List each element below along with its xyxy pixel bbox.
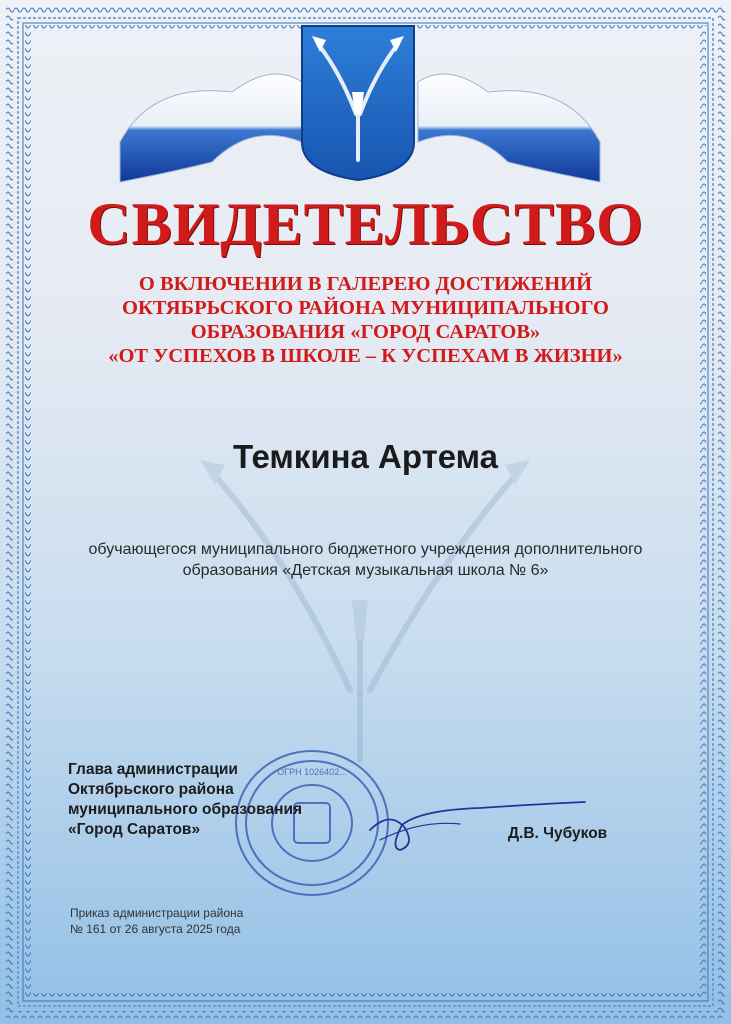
signer-name: Д.В. Чубуков <box>508 825 608 842</box>
signer-position-line: Октябрьского района <box>68 781 234 798</box>
seal-text: ОГРН 1026402... <box>277 767 347 777</box>
order-line: № 161 от 26 августа 2025 года <box>70 922 241 936</box>
recipient-name: Темкина Артема <box>232 438 499 475</box>
institution-description <box>0 539 731 581</box>
order-line: Приказ администрации района <box>70 906 244 920</box>
signer-position-line: «Город Саратов» <box>68 821 201 838</box>
subtitle-line: ОБРАЗОВАНИЯ «ГОРОД САРАТОВ» <box>190 321 541 343</box>
order-reference <box>70 905 243 937</box>
signer-position <box>68 760 368 840</box>
saratov-coat-of-arms-icon <box>112 22 608 190</box>
signer-position-line: муниципального образования <box>68 801 303 818</box>
watermark-sterlets-icon <box>180 440 550 770</box>
subtitle-line: ОКТЯБРЬСКОГО РАЙОНА МУНИЦИПАЛЬНОГО <box>122 297 609 319</box>
certificate-subtitle <box>0 272 731 368</box>
subtitle-line: О ВКЛЮЧЕНИИ В ГАЛЕРЕЮ ДОСТИЖЕНИЙ <box>138 273 593 295</box>
institution-line: образования «Детская музыкальная школа № 6» <box>182 562 549 579</box>
signer-position-line: Глава администрации <box>68 761 238 778</box>
institution-line: обучающегося муниципального бюджетного учреждения дополнительного <box>88 541 643 558</box>
subtitle-line: «ОТ УСПЕХОВ В ШКОЛЕ – К УСПЕХАМ В ЖИЗНИ» <box>108 345 623 367</box>
certificate-title: СВИДЕТЕЛЬСТВО <box>87 191 644 257</box>
